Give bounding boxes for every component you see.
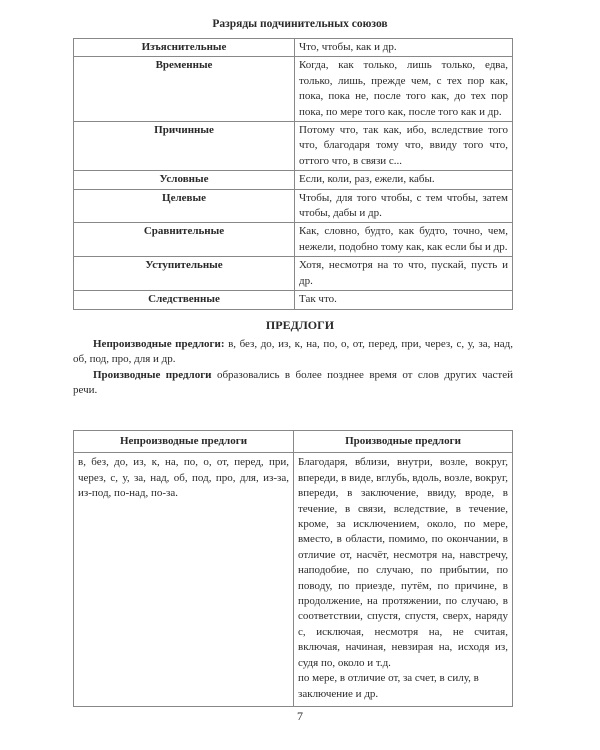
prepositions-table [73, 430, 513, 707]
table-row [74, 57, 513, 122]
conjunction-type: Уступительные [74, 257, 295, 291]
primary-prepositions-cell: в, без, до, из, к, на, по, о, от, перед, при, через, с, у, за, над, об, под, про, для, из-за, из-под, по-над, по-за. [74, 453, 294, 707]
table-header-row [74, 431, 513, 453]
table-row [74, 257, 513, 291]
conjunction-examples: Когда, как только, лишь только, едва, только, лишь, прежде чем, с тех пор как, пока, пока не, после того как, до тех пор пока, по мере того как, после того как и др. [295, 57, 513, 122]
term: Производные предлоги [93, 369, 212, 381]
conjunction-type: Сравнительные [74, 223, 295, 257]
conjunction-examples: Потому что, так как, ибо, вследствие того что, благодаря тому что, ввиду того что, оттого что, в связи с... [295, 122, 513, 171]
conjunction-type: Временные [74, 57, 295, 122]
conjunction-type: Следственные [74, 291, 295, 309]
table-row [74, 291, 513, 309]
table-row [74, 453, 513, 707]
conjunction-type: Целевые [74, 189, 295, 223]
term: Непроизводные предлоги: [93, 338, 225, 350]
column-header: Производные предлоги [294, 431, 513, 453]
prepositions-heading: ПРЕДЛОГИ [265, 318, 335, 332]
conjunctions-table-title: Разряды подчинительных союзов [212, 18, 388, 30]
conjunctions-table [73, 38, 513, 310]
conjunction-examples: Что, чтобы, как и др. [295, 39, 513, 57]
derived-prepositions-cell [294, 453, 513, 707]
conjunction-examples: Хотя, несмотря на то что, пускай, пусть и др. [295, 257, 513, 291]
table-row [74, 223, 513, 257]
table-row [74, 122, 513, 171]
derived-prepositions-paragraph [73, 368, 513, 399]
table-row [74, 171, 513, 189]
conjunction-examples: Как, словно, будто, как будто, точно, чем, нежели, подобно тому как, как если бы и др. [295, 223, 513, 257]
primary-prepositions-paragraph [73, 337, 513, 368]
conjunction-examples: Так что. [295, 291, 513, 309]
conjunction-type: Изъяснительные [74, 39, 295, 57]
conjunction-examples: Если, коли, раз, ежели, кабы. [295, 171, 513, 189]
derived-list: Благодаря, вблизи, внутри, возле, вокруг, впереди, в виде, вглубь, вдоль, возле, вокруг, впереди, в заключение, ввиду, вроде, в течение, в связи, вследствие, в течение, кроме, за исключением, около, по мере, вместо, в области, помимо, по окончании, в отличие от, насчёт, несмотря на, навстречу, наподобие, по случаю, по прибытии, по поводу, по приезде, путём, по причине, в продолжение, на протяжении, по случаю, в соответствии, спустя, спустя, сверх, наряду с, исключая, несмотря на, не считая, включая, начиная, невзирая на, исходя из, судя по, около и т.д. [298, 456, 508, 669]
conjunction-type: Причинные [74, 122, 295, 171]
definition: образовались в более позднее время от слов других частей речи. [73, 369, 513, 397]
derived-list-extra: по мере, в отличие от, за счет, в силу, в заключение и др. [298, 672, 479, 700]
conjunction-examples: Чтобы, для того чтобы, с тем чтобы, затем чтобы, дабы и др. [295, 189, 513, 223]
column-header: Непроизводные предлоги [74, 431, 294, 453]
definition: в, без, до, из, к, на, по, о, от, перед, при, через, с, у, за, над, об, под, про, для и др. [73, 338, 513, 366]
page-number: 7 [297, 709, 303, 723]
table-row [74, 39, 513, 57]
conjunction-type: Условные [74, 171, 295, 189]
table-row [74, 189, 513, 223]
